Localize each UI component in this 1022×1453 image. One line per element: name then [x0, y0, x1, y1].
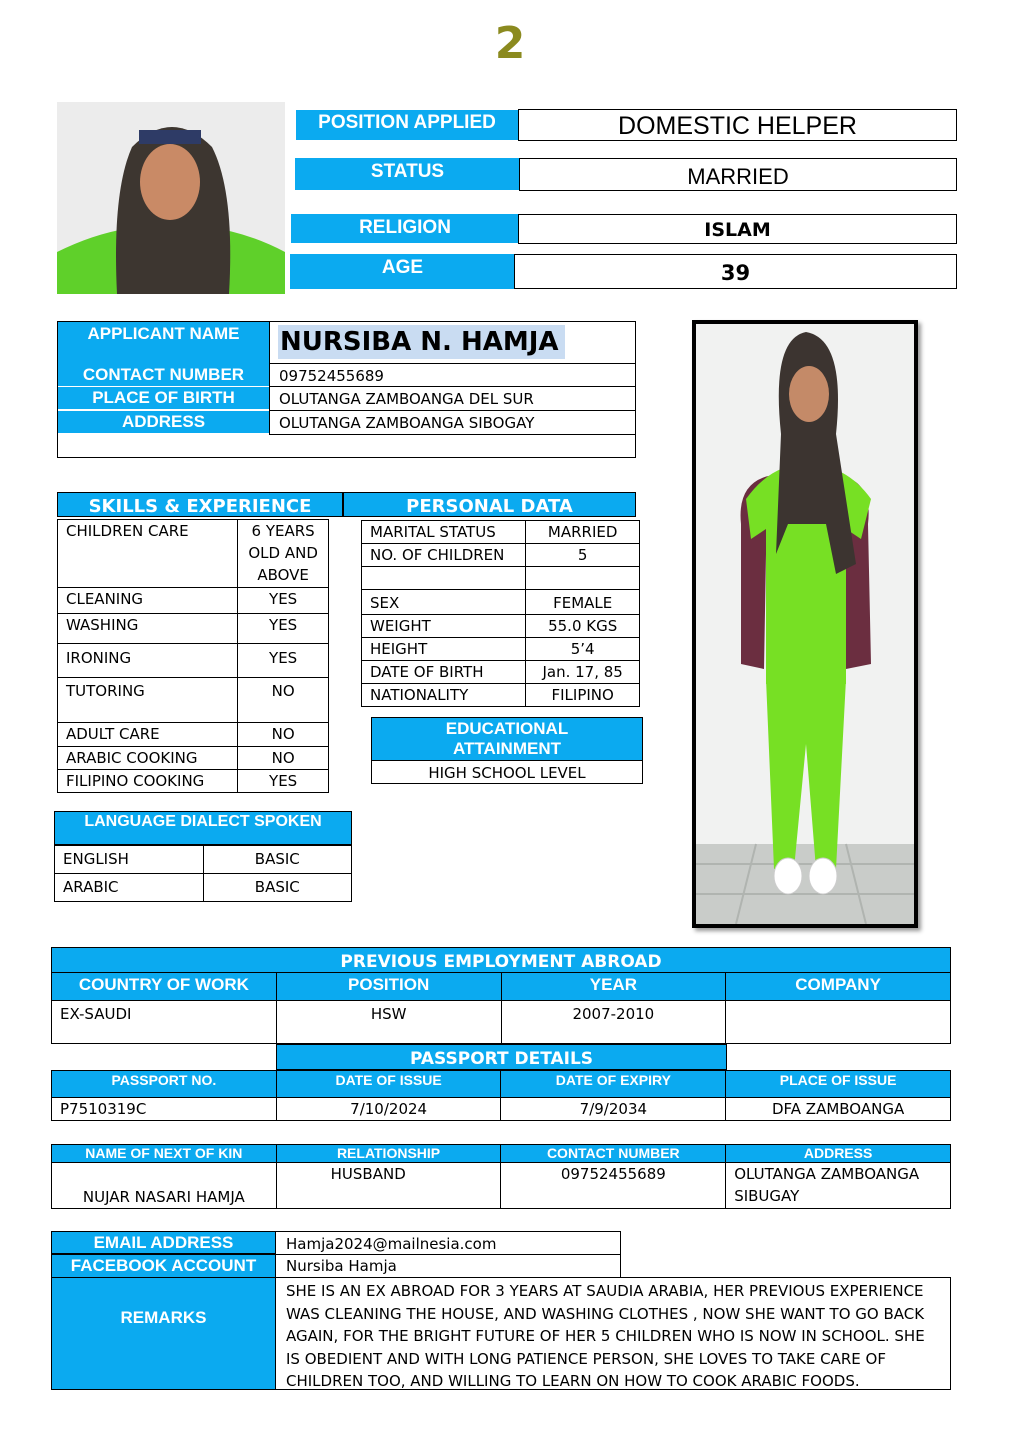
headshot-photo [57, 102, 285, 294]
employment-header: PREVIOUS EMPLOYMENT ABROAD [51, 947, 951, 973]
kin-address: OLUTANGA ZAMBOANGA SIBUGAY [726, 1163, 951, 1209]
kin-col-name: NAME OF NEXT OF KIN [52, 1145, 277, 1163]
position-applied-value: DOMESTIC HELPER [518, 109, 957, 141]
language-level: BASIC [203, 846, 351, 874]
employment-col-company: COMPANY [726, 973, 951, 1001]
kin-contact: 09752455689 [501, 1163, 726, 1209]
personal-value: FILIPINO [526, 684, 640, 707]
skills-header: SKILLS & EXPERIENCE [57, 492, 343, 517]
skill-name: ADULT CARE [58, 723, 238, 747]
personal-label: HEIGHT [362, 638, 526, 661]
employment-year: 2007-2010 [501, 1001, 726, 1044]
passport-col-issue: DATE OF ISSUE [276, 1071, 501, 1098]
passport-number: P7510319C [52, 1098, 277, 1121]
kin-col-relationship: RELATIONSHIP [276, 1145, 501, 1163]
language-table [54, 845, 352, 902]
skill-name: CHILDREN CARE [58, 520, 238, 588]
passport-col-expiry: DATE OF EXPIRY [501, 1071, 726, 1098]
religion-value: ISLAM [518, 214, 957, 244]
status-label: STATUS [295, 158, 520, 190]
personal-value: MARRIED [526, 521, 640, 544]
employment-col-position: POSITION [276, 973, 501, 1001]
language-level: BASIC [203, 874, 351, 902]
kin-col-address: ADDRESS [726, 1145, 951, 1163]
personal-value: 55.0 KGS [526, 615, 640, 638]
personal-data-header: PERSONAL DATA [343, 492, 636, 517]
kin-table [51, 1144, 951, 1209]
employment-position: HSW [276, 1001, 501, 1044]
kin-name: NUJAR NASARI HAMJA [52, 1163, 277, 1209]
status-value: MARRIED [519, 158, 957, 191]
remarks-label: REMARKS [51, 1277, 276, 1390]
passport-place: DFA ZAMBOANGA [726, 1098, 951, 1121]
education-header: EDUCATIONAL ATTAINMENT [371, 717, 643, 761]
employment-company [726, 1001, 951, 1044]
applicant-name-label: APPLICANT NAME [58, 322, 269, 364]
passport-issue-date: 7/10/2024 [276, 1098, 501, 1121]
religion-label: RELIGION [291, 214, 519, 243]
education-value: HIGH SCHOOL LEVEL [371, 760, 643, 784]
personal-label: NATIONALITY [362, 684, 526, 707]
full-body-photo [692, 320, 918, 928]
skill-name: CLEANING [58, 588, 238, 614]
skill-name: ARABIC COOKING [58, 747, 238, 770]
place-of-birth-label: PLACE OF BIRTH [58, 387, 269, 409]
personal-data-table [361, 520, 640, 707]
kin-col-contact: CONTACT NUMBER [501, 1145, 726, 1163]
personal-label: SEX [362, 590, 526, 615]
place-of-birth-value: OLUTANGA ZAMBOANGA DEL SUR [269, 387, 636, 411]
address-label: ADDRESS [58, 411, 269, 433]
personal-value: FEMALE [526, 590, 640, 615]
contact-number-label: CONTACT NUMBER [58, 364, 269, 386]
employment-col-year: YEAR [501, 973, 726, 1001]
position-applied-label: POSITION APPLIED [296, 110, 518, 140]
skill-value: NO [238, 747, 329, 770]
employment-col-country: COUNTRY OF WORK [52, 973, 277, 1001]
skill-value: YES [238, 770, 329, 793]
skill-value: NO [238, 723, 329, 747]
passport-header: PASSPORT DETAILS [276, 1044, 727, 1070]
language-name: ENGLISH [55, 846, 204, 874]
language-name: ARABIC [55, 874, 204, 902]
skills-table [57, 519, 329, 793]
skill-value: YES [238, 588, 329, 614]
personal-value [526, 567, 640, 590]
personal-label: MARITAL STATUS [362, 521, 526, 544]
skill-value: YES [238, 644, 329, 678]
skill-name: FILIPINO COOKING [58, 770, 238, 793]
facebook-value: Nursiba Hamja [275, 1254, 621, 1278]
personal-label: NO. OF CHILDREN [362, 544, 526, 567]
passport-col-number: PASSPORT NO. [52, 1071, 277, 1098]
email-value: Hamja2024@mailnesia.com [275, 1231, 621, 1255]
applicant-name-value [269, 321, 636, 364]
personal-value: 5 [526, 544, 640, 567]
skill-name: TUTORING [58, 678, 238, 723]
skill-name: WASHING [58, 614, 238, 644]
language-header: LANGUAGE DIALECT SPOKEN [54, 811, 352, 845]
skill-value: YES [238, 614, 329, 644]
personal-value: Jan. 17, 85 [526, 661, 640, 684]
skill-value: NO [238, 678, 329, 723]
facebook-label: FACEBOOK ACCOUNT [51, 1254, 276, 1278]
personal-label: DATE OF BIRTH [362, 661, 526, 684]
page-number: 2 [494, 18, 526, 69]
contact-number-value: 09752455689 [269, 364, 636, 387]
personal-label: WEIGHT [362, 615, 526, 638]
passport-col-place: PLACE OF ISSUE [726, 1071, 951, 1098]
passport-expiry-date: 7/9/2034 [501, 1098, 726, 1121]
age-value: 39 [514, 254, 957, 289]
employment-table [51, 972, 951, 1044]
employment-country: EX-SAUDI [52, 1001, 277, 1044]
personal-label [362, 567, 526, 590]
skill-name: IRONING [58, 644, 238, 678]
applicant-name: NURSIBA N. HAMJA [278, 325, 565, 359]
email-label: EMAIL ADDRESS [51, 1231, 276, 1254]
personal-value: 5’4 [526, 638, 640, 661]
remarks-value: SHE IS AN EX ABROAD FOR 3 YEARS AT SAUDIA ARABIA, HER PREVIOUS EXPERIENCE WAS CLEANING THE HOUSE, AND WASHING CLOTHES , NOW SHE WANT TO GO BACK AGAIN, FOR THE BRIGHT FUTURE OF HER 5 CHILDREN WHO IS NOW IN SCHOOL. SHE IS OBEDIENT AND WITH LONG PATIENCE PERSON, SHE LOVES TO TAKE CARE OF CHILDREN TOO, AND WILLING TO LEARN ON HOW TO COOK ARABIC FOODS. [275, 1277, 951, 1390]
passport-table [51, 1070, 951, 1121]
address-value: OLUTANGA ZAMBOANGA SIBOGAY [269, 411, 636, 435]
age-label: AGE [290, 254, 515, 289]
kin-relationship: HUSBAND [276, 1163, 501, 1209]
skill-value: 6 YEARS OLD AND ABOVE [238, 520, 329, 588]
